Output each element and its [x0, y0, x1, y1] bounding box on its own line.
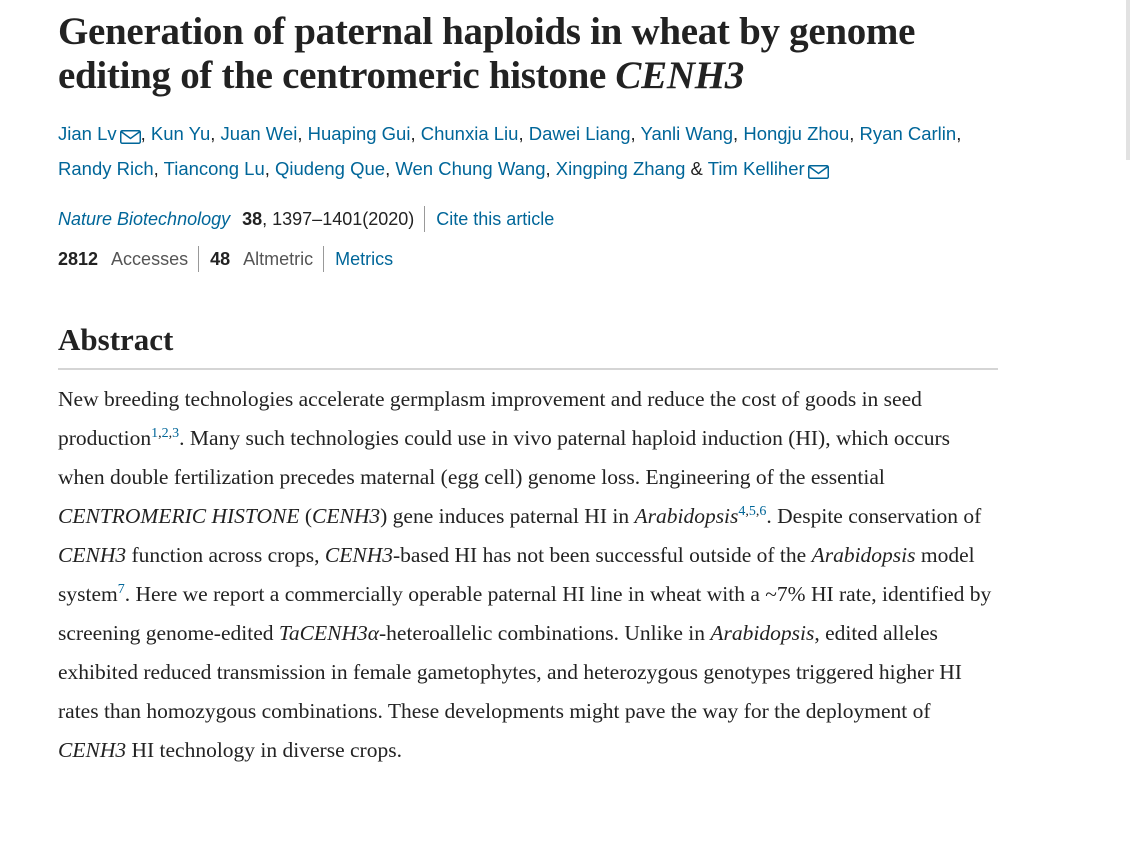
- accesses-label: Accesses: [111, 249, 189, 269]
- author-link[interactable]: Kun Yu: [150, 123, 211, 144]
- author-link[interactable]: Juan Wei: [220, 123, 298, 144]
- mail-icon[interactable]: [120, 120, 141, 134]
- divider: [198, 246, 199, 272]
- author-link[interactable]: Tiancong Lu: [163, 158, 265, 179]
- reference-link[interactable]: 2: [161, 425, 169, 441]
- reference-link[interactable]: 4: [738, 503, 746, 519]
- divider: [424, 206, 425, 232]
- divider: [323, 246, 324, 272]
- author-link[interactable]: Yanli Wang: [640, 123, 734, 144]
- author-line-2: Randy Rich, Tiancong Lu, Qiudeng Que, Wen Chung Wang, Xingping Zhang & Tim Kelliher: [58, 151, 998, 186]
- volume: 38: [242, 209, 263, 229]
- reference-link[interactable]: 5: [748, 503, 756, 519]
- altmetric-label: Altmetric: [243, 249, 314, 269]
- author-link[interactable]: Ryan Carlin: [859, 123, 957, 144]
- author-link[interactable]: Qiudeng Que: [275, 158, 386, 179]
- pages-year: , 1397–1401(2020): [262, 209, 415, 229]
- author-line-1: Jian Lv , Kun Yu, Juan Wei, Huaping Gui, Chunxia Liu, Dawei Liang, Yanli Wang, Hongju Zhou, Ryan Carlin,: [58, 116, 998, 151]
- author-link[interactable]: Xingping Zhang: [555, 158, 686, 179]
- author-link[interactable]: Randy Rich: [58, 158, 154, 179]
- citation-meta: [58, 206, 998, 232]
- author-link[interactable]: Jian Lv: [58, 123, 117, 144]
- cite-article-link[interactable]: Cite this article: [436, 209, 555, 229]
- article-page: [58, 10, 998, 792]
- metrics-link[interactable]: Metrics: [335, 249, 394, 269]
- scrollbar[interactable]: [1126, 0, 1130, 160]
- altmetric-count: 48: [210, 249, 231, 269]
- metrics-bar: [58, 246, 998, 272]
- mail-icon[interactable]: [808, 155, 829, 169]
- author-link[interactable]: Wen Chung Wang: [395, 158, 546, 179]
- author-link[interactable]: Chunxia Liu: [420, 123, 519, 144]
- reference-link[interactable]: 7: [117, 581, 125, 597]
- author-link[interactable]: Dawei Liang: [528, 123, 631, 144]
- journal-link[interactable]: Nature Biotechnology: [58, 209, 231, 229]
- accesses-count: 2812: [58, 249, 99, 269]
- author-link[interactable]: Hongju Zhou: [743, 123, 850, 144]
- author-link[interactable]: Tim Kelliher: [707, 158, 805, 179]
- reference-link[interactable]: 6: [759, 503, 767, 519]
- author-list: [58, 116, 998, 186]
- abstract-heading: Abstract: [58, 322, 998, 370]
- article-title: Generation of paternal haploids in wheat by genome editing of the centromeric histone CENH3: [58, 10, 916, 97]
- reference-link[interactable]: 3: [172, 425, 180, 441]
- reference-link[interactable]: 1: [151, 425, 159, 441]
- abstract-text: New breeding technologies accelerate germplasm improvement and reduce the cost of goods in seed production$^{1,2,3}$. Many such technologies could use in vivo paternal haploid induction (HI), which occurs when double fertilization precedes maternal (egg cell) genome loss. Engineering of the essential CENTROMERIC HISTONE (CENH3) gene induces paternal HI in Arabidopsis$^{4,5,6}$. Despite conservation of CENH3 function across crops, CENH3-based HI has not been successful outside of the Arabidopsis model system$^7$. Here we report a commercially operable paternal HI line in wheat with a ~7% HI rate, identified by screening genome-edited TaCENH3α-heteroallelic combinations. Unlike in Arabidopsis, edited alleles exhibited reduced transmission in female gametophytes, and heterozygous genotypes triggered higher HI rates than homozygous combinations. These developments might pave the way for the deployment of CENH3 HI technology in diverse crops.: [58, 387, 992, 762]
- author-link[interactable]: Huaping Gui: [307, 123, 411, 144]
